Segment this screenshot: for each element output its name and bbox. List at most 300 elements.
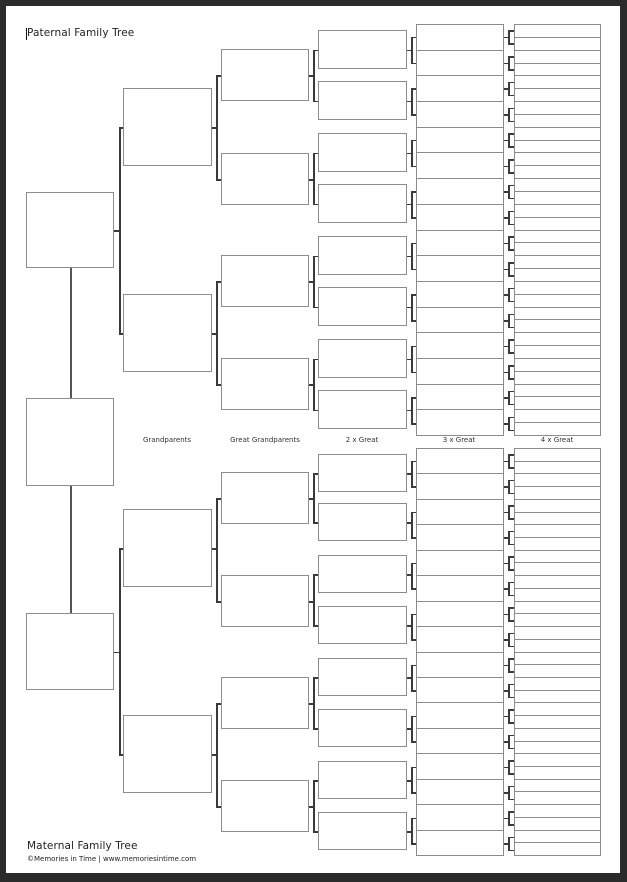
connector-line — [216, 498, 221, 500]
great4-cell[interactable] — [515, 627, 600, 640]
connector-line — [508, 430, 514, 432]
connector-line — [508, 684, 514, 686]
connector-line — [313, 50, 315, 102]
connector-line — [70, 486, 72, 613]
connector-line — [508, 569, 514, 571]
great3-cell[interactable] — [417, 153, 503, 179]
great4-cell[interactable] — [515, 333, 600, 346]
connector-line — [508, 159, 510, 173]
connector-line — [508, 595, 514, 597]
connector-line — [313, 473, 318, 475]
great3-stack — [416, 24, 504, 436]
connector-line — [508, 365, 510, 379]
connector-line — [508, 748, 514, 750]
connector-line — [508, 417, 514, 419]
great2-box[interactable] — [318, 658, 407, 696]
great4-cell[interactable] — [515, 640, 600, 653]
person-box[interactable] — [26, 398, 114, 486]
connector-line — [313, 50, 318, 52]
great4-cell[interactable] — [515, 115, 600, 128]
great3-cell[interactable] — [417, 754, 503, 779]
great4-cell[interactable] — [515, 716, 600, 729]
connector-line — [411, 140, 413, 167]
person-box[interactable] — [26, 613, 114, 690]
connector-line — [508, 275, 514, 277]
connector-line — [411, 792, 416, 794]
great3-cell[interactable] — [417, 729, 503, 754]
connector-line — [508, 760, 510, 774]
connector-line — [508, 146, 514, 148]
connector-line — [411, 346, 416, 348]
great3-cell[interactable] — [417, 653, 503, 678]
connector-line — [313, 101, 318, 103]
connector-line — [313, 574, 315, 626]
grandparent-box[interactable] — [123, 509, 212, 587]
connector-line — [508, 391, 514, 393]
great4-cell[interactable] — [515, 818, 600, 831]
connector-line — [508, 620, 514, 622]
great4-cell[interactable] — [515, 805, 600, 818]
great2-box[interactable] — [318, 287, 407, 326]
great4-cell[interactable] — [515, 372, 600, 385]
connector-line — [508, 837, 514, 839]
connector-line — [508, 236, 510, 250]
connector-line — [508, 811, 510, 825]
connector-line — [411, 512, 416, 514]
great3-cell[interactable] — [417, 703, 503, 728]
great4-cell[interactable] — [515, 320, 600, 333]
connector-line — [411, 665, 416, 667]
great3-cell[interactable] — [417, 205, 503, 231]
connector-line — [508, 480, 510, 494]
connector-line — [313, 522, 318, 524]
great3-cell[interactable] — [417, 831, 503, 855]
connector-line — [411, 614, 413, 641]
great3-cell[interactable] — [417, 678, 503, 703]
great2-box[interactable] — [318, 454, 407, 492]
connector-line — [411, 63, 416, 65]
connector-line — [508, 314, 510, 328]
great4-cell[interactable] — [515, 423, 600, 435]
connector-line — [508, 262, 514, 264]
connector-line — [313, 256, 318, 258]
connector-line — [216, 806, 221, 808]
great-grandparent-box[interactable] — [221, 358, 309, 410]
great4-cell[interactable] — [515, 102, 600, 115]
great3-cell[interactable] — [417, 76, 503, 102]
great3-cell[interactable] — [417, 474, 503, 499]
maternal-title: Maternal Family Tree — [27, 840, 138, 852]
connector-line — [411, 114, 416, 116]
great3-cell[interactable] — [417, 627, 503, 652]
label-great-grandparents: Great Grandparents — [230, 436, 300, 444]
connector-line — [411, 191, 416, 193]
great4-cell[interactable] — [515, 141, 600, 154]
connector-line — [411, 217, 416, 219]
great4-cell[interactable] — [515, 397, 600, 410]
connector-line — [411, 269, 416, 271]
connector-line — [508, 30, 514, 32]
connector-line — [411, 690, 416, 692]
connector-line — [508, 556, 514, 558]
grandparent-box[interactable] — [123, 294, 212, 372]
great4-cell[interactable] — [515, 308, 600, 321]
connector-line — [508, 773, 514, 775]
connector-line — [508, 454, 514, 456]
connector-line — [508, 121, 514, 123]
great3-cell[interactable] — [417, 282, 503, 308]
great4-cell[interactable] — [515, 614, 600, 627]
connector-line — [508, 480, 514, 482]
great4-cell[interactable] — [515, 754, 600, 767]
great4-cell[interactable] — [515, 359, 600, 372]
connector-line — [508, 43, 514, 45]
connector-line — [508, 339, 514, 341]
great4-cell[interactable] — [515, 538, 600, 551]
great4-cell[interactable] — [515, 563, 600, 576]
connector-line — [216, 281, 218, 385]
great4-cell[interactable] — [515, 551, 600, 564]
connector-line — [508, 211, 514, 213]
connector-line — [119, 127, 121, 334]
connector-line — [411, 665, 413, 692]
great4-cell[interactable] — [515, 51, 600, 64]
connector-line — [508, 454, 510, 468]
label-4x-great: 4 x Great — [540, 436, 574, 444]
great2-box[interactable] — [318, 236, 407, 275]
great4-cell[interactable] — [515, 576, 600, 589]
connector-line — [216, 498, 218, 602]
connector-line — [508, 633, 514, 635]
connector-line — [313, 780, 318, 782]
connector-line — [508, 159, 514, 161]
connector-line — [508, 799, 514, 801]
great3-cell[interactable] — [417, 359, 503, 385]
connector-line — [313, 307, 318, 309]
great4-cell[interactable] — [515, 780, 600, 793]
connector-line — [508, 544, 514, 546]
connector-line — [508, 658, 510, 672]
great4-cell[interactable] — [515, 449, 600, 462]
connector-line — [508, 56, 514, 58]
great4-cell[interactable] — [515, 25, 600, 38]
connector-line — [119, 548, 123, 550]
connector-line — [508, 391, 510, 405]
connector-line — [313, 410, 318, 412]
great4-cell[interactable] — [515, 742, 600, 755]
connector-line — [313, 677, 315, 729]
great2-box[interactable] — [318, 339, 407, 378]
connector-line — [508, 658, 514, 660]
connector-line — [411, 843, 416, 845]
great4-cell[interactable] — [515, 410, 600, 423]
connector-line — [508, 236, 514, 238]
connector-line — [508, 288, 510, 302]
connector-line — [508, 417, 510, 431]
connector-line — [411, 614, 416, 616]
connector-line — [508, 633, 510, 647]
great3-cell[interactable] — [417, 551, 503, 576]
great3-cell[interactable] — [417, 333, 503, 359]
great-grandparent-box[interactable] — [221, 472, 309, 524]
great3-cell[interactable] — [417, 805, 503, 830]
great2-box[interactable] — [318, 812, 407, 850]
great-grandparent-box[interactable] — [221, 49, 309, 101]
connector-line — [508, 697, 514, 699]
connector-line — [508, 133, 514, 135]
great4-cell[interactable] — [515, 602, 600, 615]
connector-line — [411, 537, 416, 539]
connector-line — [411, 243, 416, 245]
connector-line — [508, 493, 514, 495]
label-2x-great: 2 x Great — [345, 436, 379, 444]
great2-box[interactable] — [318, 606, 407, 644]
grandparent-box[interactable] — [123, 88, 212, 166]
connector-line — [313, 780, 315, 832]
connector-line — [508, 582, 510, 596]
great3-cell[interactable] — [417, 449, 503, 474]
connector-line — [508, 95, 514, 97]
connector-line — [411, 486, 416, 488]
connector-line — [313, 359, 315, 411]
great4-cell[interactable] — [515, 243, 600, 256]
great4-cell[interactable] — [515, 282, 600, 295]
connector-line — [508, 709, 510, 723]
grandparent-box[interactable] — [123, 715, 212, 793]
connector-line — [508, 824, 514, 826]
connector-line — [508, 211, 510, 225]
connector-line — [508, 607, 510, 621]
connector-line — [508, 378, 514, 380]
connector-line — [508, 518, 514, 520]
connector-line — [508, 556, 510, 570]
connector-line — [411, 423, 416, 425]
great4-cell[interactable] — [515, 295, 600, 308]
great3-cell[interactable] — [417, 780, 503, 805]
connector-line — [508, 108, 514, 110]
great-grandparent-box[interactable] — [221, 575, 309, 627]
connector-line — [411, 320, 416, 322]
connector-line — [508, 671, 514, 673]
connector-line — [411, 767, 416, 769]
connector-line — [411, 563, 413, 590]
great-grandparent-box[interactable] — [221, 255, 309, 307]
great4-cell[interactable] — [515, 474, 600, 487]
connector-line — [508, 301, 514, 303]
connector-line — [411, 716, 413, 743]
connector-line — [508, 404, 514, 406]
great4-cell[interactable] — [515, 462, 600, 475]
connector-line — [508, 352, 514, 354]
great2-box[interactable] — [318, 30, 407, 69]
connector-line — [411, 346, 413, 373]
connector-line — [508, 531, 514, 533]
connector-line — [508, 288, 514, 290]
great3-cell[interactable] — [417, 410, 503, 435]
connector-line — [411, 140, 416, 142]
connector-line — [508, 339, 510, 353]
connector-line — [70, 268, 72, 398]
great4-cell[interactable] — [515, 179, 600, 192]
connector-line — [313, 153, 318, 155]
great4-cell[interactable] — [515, 153, 600, 166]
connector-line — [119, 333, 123, 335]
great4-stack — [514, 24, 601, 436]
great-grandparent-box[interactable] — [221, 153, 309, 205]
connector-line — [508, 172, 514, 174]
great4-cell[interactable] — [515, 487, 600, 500]
great4-cell[interactable] — [515, 691, 600, 704]
great4-cell[interactable] — [515, 128, 600, 141]
great2-box[interactable] — [318, 503, 407, 541]
connector-line — [508, 56, 510, 70]
connector-line — [508, 69, 514, 71]
connector-line — [313, 574, 318, 576]
connector-line — [313, 204, 318, 206]
connector-line — [411, 372, 416, 374]
great-grandparent-box[interactable] — [221, 677, 309, 729]
label-grandparents: Grandparents — [142, 436, 192, 444]
great4-cell[interactable] — [515, 767, 600, 780]
great2-box[interactable] — [318, 761, 407, 799]
connector-line — [411, 461, 413, 488]
great2-box[interactable] — [318, 709, 407, 747]
connector-line — [411, 397, 416, 399]
connector-line — [508, 30, 510, 44]
connector-line — [216, 75, 221, 77]
great4-cell[interactable] — [515, 256, 600, 269]
connector-line — [119, 548, 121, 755]
great4-cell[interactable] — [515, 89, 600, 102]
great4-cell[interactable] — [515, 703, 600, 716]
connector-line — [508, 582, 514, 584]
great4-cell[interactable] — [515, 653, 600, 666]
connector-line — [508, 185, 514, 187]
connector-line — [411, 37, 413, 64]
great4-cell[interactable] — [515, 231, 600, 244]
connector-line — [313, 256, 315, 308]
great2-box[interactable] — [318, 390, 407, 429]
connector-line — [508, 505, 514, 507]
connector-line — [119, 754, 123, 756]
connector-line — [411, 461, 416, 463]
great4-cell[interactable] — [515, 831, 600, 844]
great2-box[interactable] — [318, 133, 407, 172]
connector-line — [508, 314, 514, 316]
great3-cell[interactable] — [417, 128, 503, 154]
great4-cell[interactable] — [515, 729, 600, 742]
connector-line — [508, 646, 514, 648]
great3-cell[interactable] — [417, 102, 503, 128]
connector-line — [508, 684, 510, 698]
great3-cell[interactable] — [417, 525, 503, 550]
great4-cell[interactable] — [515, 205, 600, 218]
great4-stack — [514, 448, 601, 856]
great3-cell[interactable] — [417, 576, 503, 601]
great2-box[interactable] — [318, 184, 407, 223]
great-grandparent-box[interactable] — [221, 780, 309, 832]
connector-line — [313, 625, 318, 627]
connector-line — [508, 249, 514, 251]
connector-line — [508, 365, 514, 367]
great4-cell[interactable] — [515, 346, 600, 359]
connector-line — [411, 741, 416, 743]
great3-cell[interactable] — [417, 308, 503, 334]
connector-line — [119, 127, 123, 129]
great3-cell[interactable] — [417, 25, 503, 51]
great3-cell[interactable] — [417, 385, 503, 411]
connector-line — [508, 82, 514, 84]
connector-line — [411, 166, 416, 168]
great3-cell[interactable] — [417, 231, 503, 257]
great4-cell[interactable] — [515, 76, 600, 89]
great4-cell[interactable] — [515, 843, 600, 855]
family-tree-page — [6, 6, 620, 873]
person-box[interactable] — [26, 192, 114, 268]
connector-line — [411, 88, 413, 115]
connector-line — [216, 384, 221, 386]
great4-cell[interactable] — [515, 513, 600, 526]
connector-line — [508, 467, 514, 469]
connector-line — [216, 601, 221, 603]
great2-box[interactable] — [318, 81, 407, 120]
connector-line — [508, 108, 510, 122]
connector-line — [411, 37, 416, 39]
great4-cell[interactable] — [515, 665, 600, 678]
connector-line — [508, 735, 514, 737]
connector-line — [411, 818, 416, 820]
great4-cell[interactable] — [515, 385, 600, 398]
connector-line — [216, 703, 218, 807]
great3-cell[interactable] — [417, 179, 503, 205]
great4-cell[interactable] — [515, 166, 600, 179]
great3-cell[interactable] — [417, 602, 503, 627]
great3-cell[interactable] — [417, 500, 503, 525]
connector-line — [216, 75, 218, 180]
great3-cell[interactable] — [417, 256, 503, 282]
connector-line — [313, 677, 318, 679]
great4-cell[interactable] — [515, 678, 600, 691]
connector-line — [508, 811, 514, 813]
connector-line — [508, 198, 514, 200]
connector-line — [508, 607, 514, 609]
footer-credit: ©Memories in Time | www.memoriesintime.com — [27, 855, 197, 863]
connector-line — [411, 818, 413, 845]
great4-cell[interactable] — [515, 525, 600, 538]
connector-line — [508, 82, 510, 96]
great4-cell[interactable] — [515, 38, 600, 51]
connector-line — [411, 563, 416, 565]
great4-cell[interactable] — [515, 792, 600, 805]
connector-line — [313, 473, 315, 523]
great4-cell[interactable] — [515, 589, 600, 602]
connector-line — [411, 191, 413, 218]
connector-line — [216, 281, 221, 283]
great4-cell[interactable] — [515, 218, 600, 231]
great2-box[interactable] — [318, 555, 407, 593]
paternal-title: Paternal Family Tree — [27, 27, 135, 39]
great3-cell[interactable] — [417, 51, 503, 77]
great4-cell[interactable] — [515, 500, 600, 513]
great4-cell[interactable] — [515, 64, 600, 77]
connector-line — [508, 327, 514, 329]
connector-line — [411, 716, 416, 718]
connector-line — [508, 505, 510, 519]
great4-cell[interactable] — [515, 269, 600, 282]
connector-line — [411, 397, 413, 424]
great4-cell[interactable] — [515, 192, 600, 205]
connector-line — [411, 767, 413, 794]
